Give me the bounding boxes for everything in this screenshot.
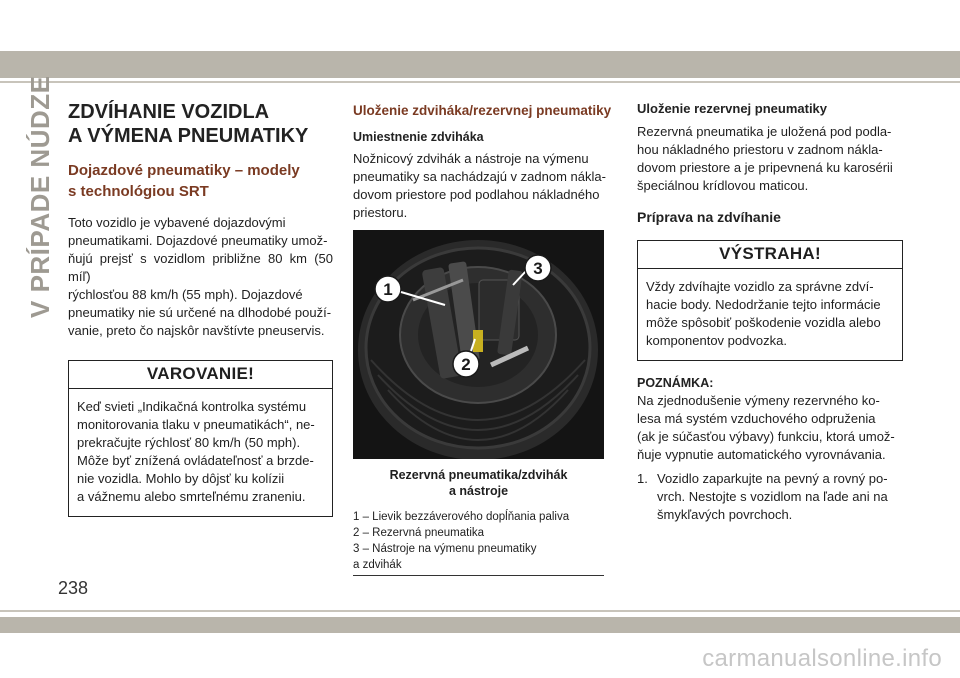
- top-rule: [0, 81, 960, 83]
- figure-legend: [353, 509, 618, 573]
- svg-text:1: 1: [383, 280, 393, 299]
- section-subtitle: Dojazdové pneumatiky – modely s technológiou SRT: [68, 162, 300, 200]
- legend-item-3: 3 – Nástroje na výmenu pneumatiky: [353, 543, 537, 555]
- spare-storage-heading: Uloženie rezervnej pneumatiky: [637, 101, 828, 116]
- legend-item-2: 2 – Rezervná pneumatika: [353, 527, 485, 539]
- section-side-label: V PRÍPADE NÚDZE: [25, 75, 55, 318]
- jack-location-paragraph: Nožnicový zdvihák a nástroje na výmenu pneumatiky sa nachádzajú v zadnom nákla- dovom priestore pod podlahou nákladného priestoru.: [353, 151, 606, 220]
- caution-title: VÝSTRAHA!: [638, 241, 902, 269]
- bottom-band: [0, 617, 960, 633]
- jack-storage-heading: Uloženie zdviháka/rezervnej pneumatiky: [353, 103, 612, 118]
- intro-paragraph: Toto vozidlo je vybavené dojazdovými pneumatikami. Dojazdové pneumatiky umož- ňujú prejsť s vozidlom približne 80 km (50 míľ) rýchlosťou 88 km/h (55 mph). Dojazdové pneumatiky nie sú určené na dlhodobé použí- vanie, preto čo najskôr navštívte pneuservis.: [68, 215, 333, 338]
- note-paragraph: Na zjednodušenie výmeny rezervného ko- lesa má systém vzduchového odpruženia (ak je súčasťou výbavy) funkciu, ktorá umož- ňuje vypnutie automatického vyrovnávania.: [637, 393, 895, 462]
- spare-tire-illustration: [353, 230, 604, 459]
- steps-list: [637, 470, 903, 524]
- warning-box: [68, 360, 333, 517]
- note-label: POZNÁMKA:: [637, 376, 714, 390]
- page-number: 238: [58, 578, 89, 598]
- svg-text:3: 3: [533, 259, 543, 278]
- caution-box: [637, 240, 903, 361]
- column-2: [353, 100, 618, 576]
- spare-storage-paragraph: Rezervná pneumatika je uložená pod podla- hou nákladného priestoru v zadnom nákla- dovom priestore a je pripevnená ku karosérii špeciálnou krídlovou maticou.: [637, 124, 893, 193]
- caption-rule: [353, 575, 604, 576]
- warning-text: Keď svieti „Indikačná kontrolka systému monitorovania tlaku v pneumatikách“, ne- prekračujte rýchlosť 80 km/h (50 mph). Môže byť znížená ovládateľnosť a brzde- nie vozidla. Mohlo by dôjsť ku kolízii a vážnemu alebo smrteľnému zraneniu.: [77, 399, 315, 504]
- figure-caption-title: Rezervná pneumatika/zdvihák a nástroje: [389, 468, 568, 498]
- top-band: [0, 51, 960, 78]
- bottom-rule: [0, 610, 960, 612]
- column-1: [68, 100, 333, 517]
- column-3: [637, 100, 903, 524]
- svg-text:2: 2: [461, 355, 471, 374]
- legend-item-1: 1 – Lievik bezzáverového dopĺňania paliva: [353, 511, 570, 523]
- jack-location-subheading: Umiestnenie zdviháka: [353, 130, 484, 144]
- page-title: ZDVÍHANIE VOZIDLA A VÝMENA PNEUMATIKY: [68, 101, 309, 147]
- spare-tire-photo: [353, 230, 604, 459]
- jacking-prep-heading: Príprava na zdvíhanie: [637, 209, 781, 225]
- caution-text: Vždy zdvíhajte vozidlo za správne zdví- hacie body. Nedodržanie tejto informácie môže spôsobiť poškodenie vozidla alebo komponentov podvozka.: [646, 279, 881, 348]
- step-1: 1. Vozidlo zaparkujte na pevný a rovný po- vrch. Nestojte s vozidlom na ľade ani na šmykľavých povrchoch.: [637, 471, 888, 522]
- warning-title: VAROVANIE!: [69, 361, 332, 389]
- watermark: carmanualsonline.info: [702, 645, 942, 672]
- legend-item-3-cont: a zdvihák: [353, 559, 402, 571]
